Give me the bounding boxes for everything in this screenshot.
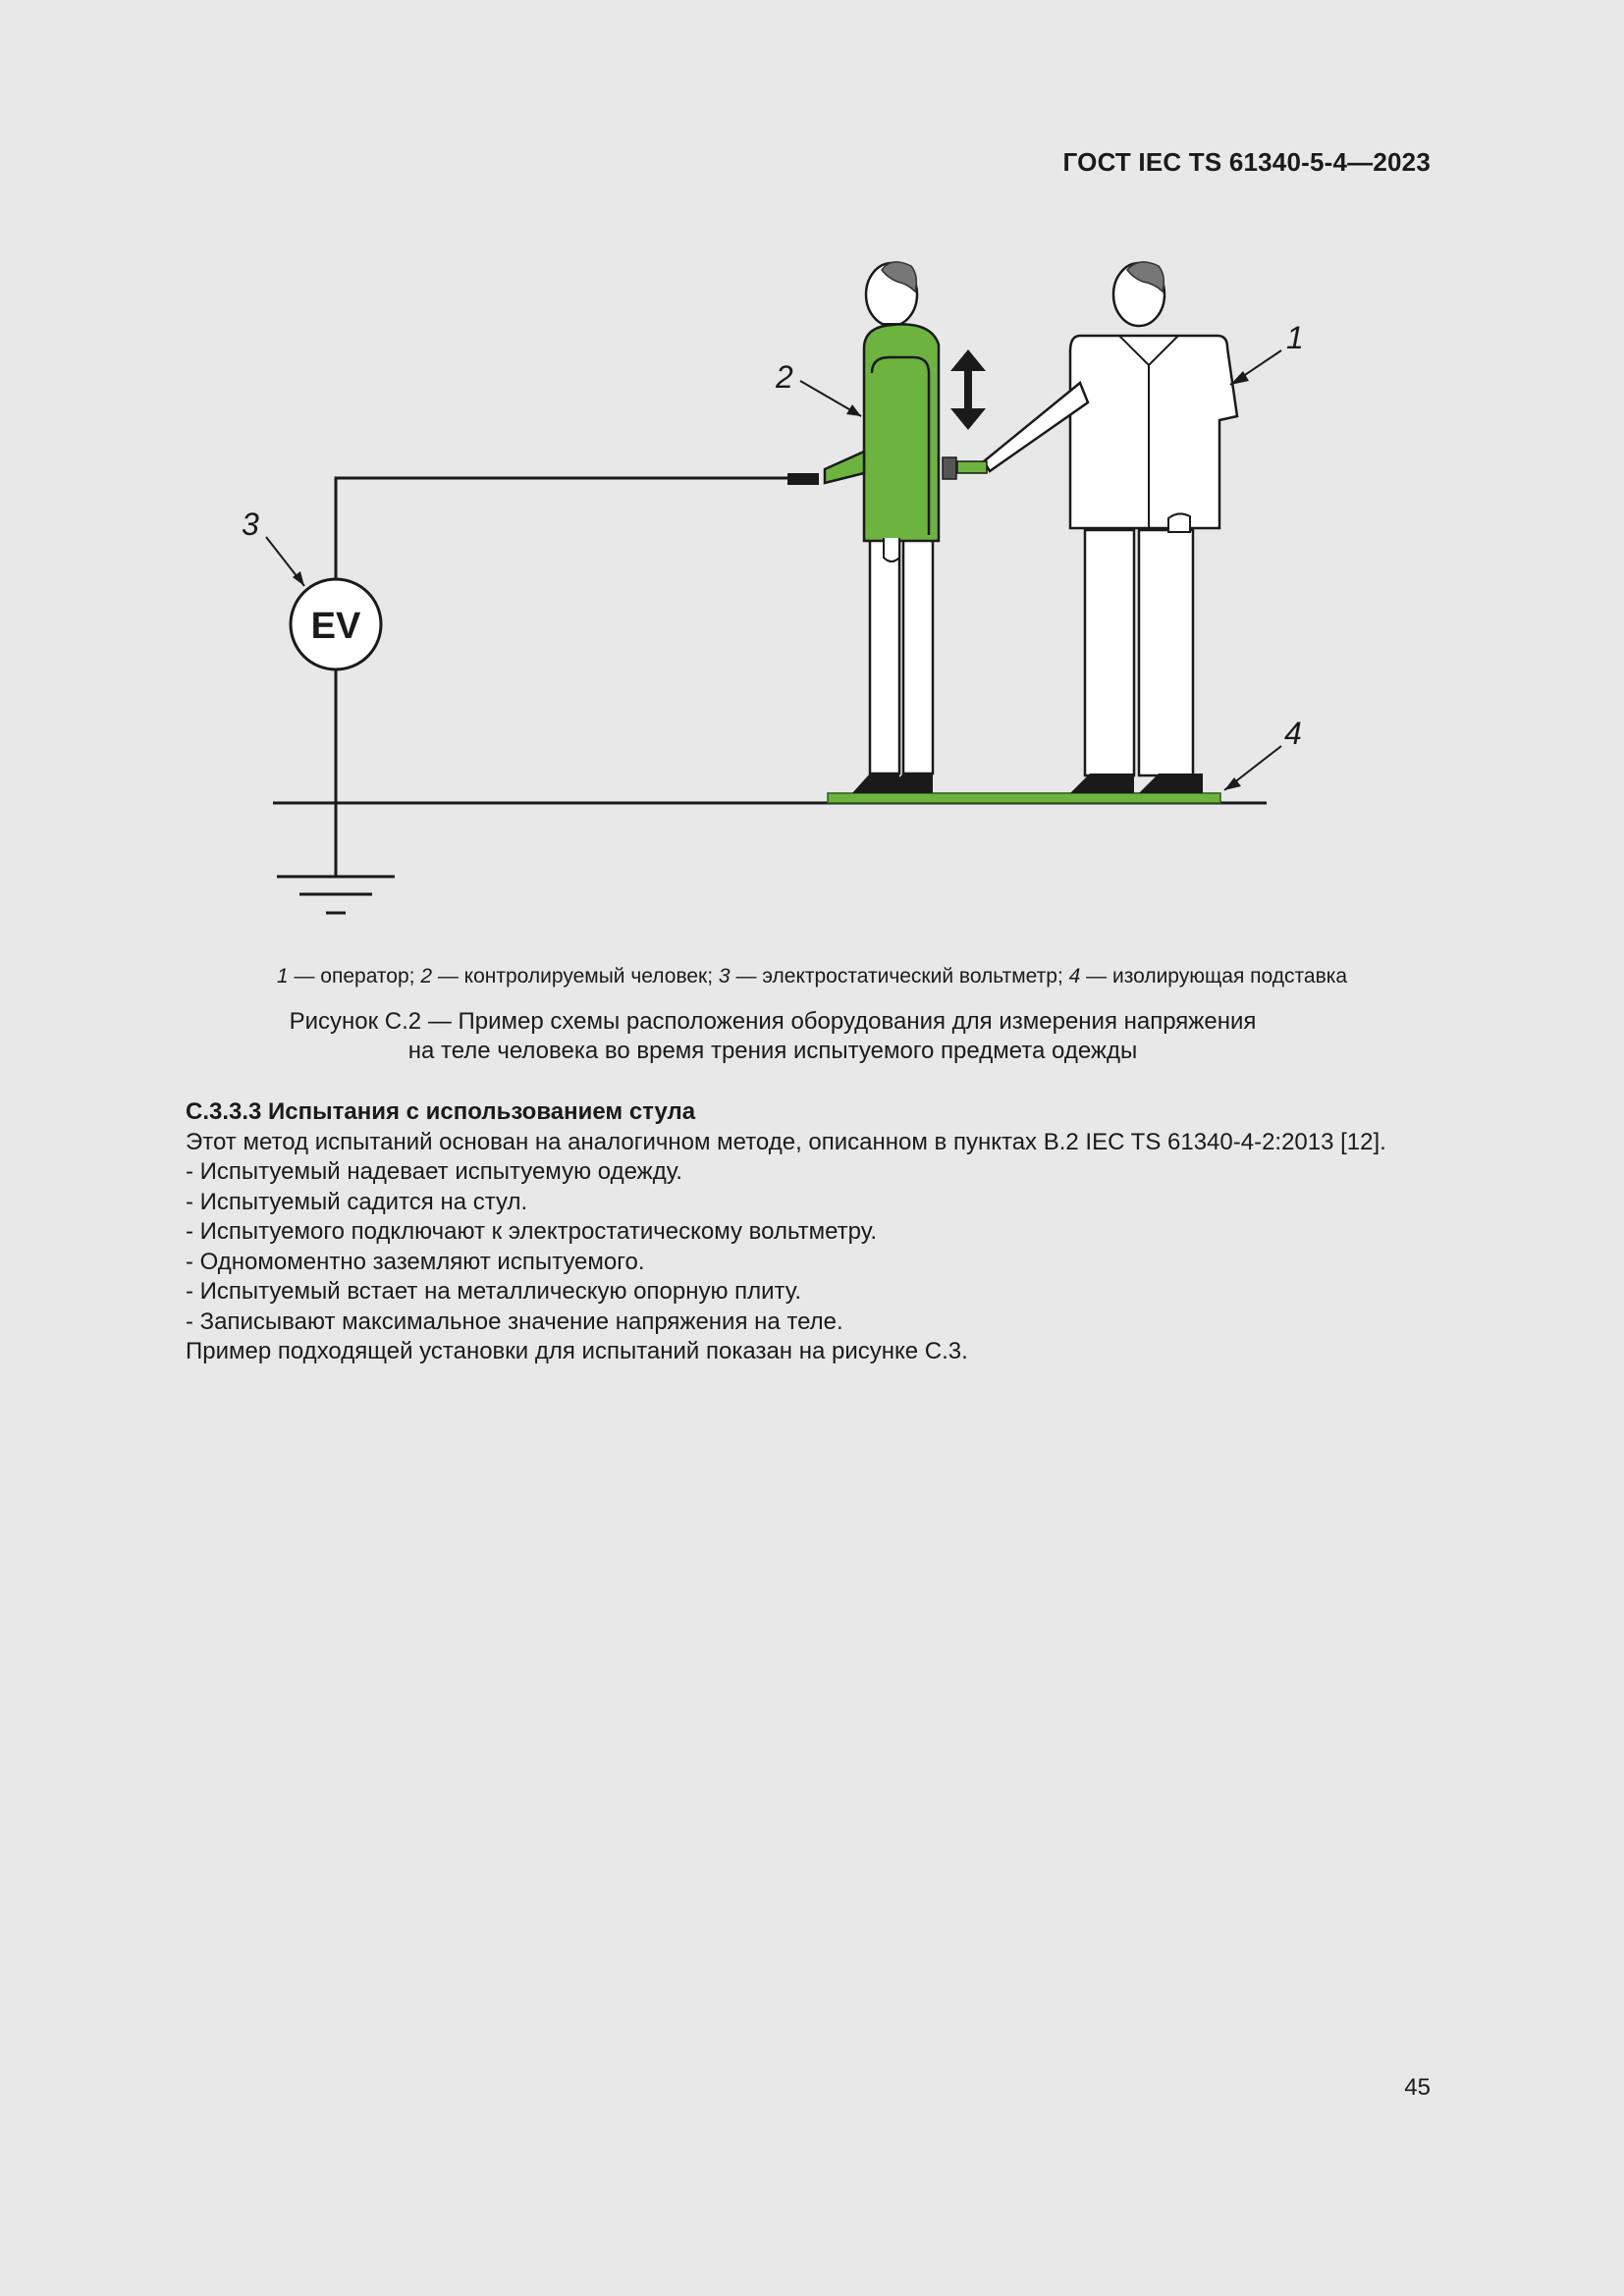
measurement-wire bbox=[336, 478, 793, 579]
legend-num-3: 3 bbox=[718, 965, 731, 988]
legend-text-4: — изолирующая подставка bbox=[1080, 965, 1348, 988]
section-intro: Этот метод испытаний основан на аналогичном методе, описанном в пунктах В.2 IEC TS 61340-4-2:2013 [12]. bbox=[186, 1128, 1386, 1155]
legend-text-2: — контролируемый человек; bbox=[432, 965, 719, 988]
caption-line-2: на теле человека во время трения испытуемого предмета одежды bbox=[407, 1038, 1138, 1064]
caption-line-1: Рисунок С.2 — Пример схемы расположения оборудования для измерения напряжения bbox=[289, 1008, 1257, 1035]
section-outro: Пример подходящей установки для испытаний показан на рисунке С.3. bbox=[186, 1338, 968, 1364]
list-item: - Одномоментно заземляют испытуемого. bbox=[186, 1248, 645, 1275]
page-number: 45 bbox=[1404, 2074, 1431, 2101]
earth-symbol-icon bbox=[277, 877, 395, 913]
label-1: 1 bbox=[1286, 320, 1304, 355]
list-item: - Испытуемый встает на металлическую опорную плиту. bbox=[186, 1278, 802, 1305]
controlled-person bbox=[787, 262, 956, 793]
legend-num-4: 4 bbox=[1068, 965, 1081, 988]
label-3: 3 bbox=[242, 507, 259, 542]
voltmeter-label: EV bbox=[310, 606, 361, 647]
figure-caption bbox=[0, 1007, 1545, 1066]
legend-text-3: — электростатический вольтметр; bbox=[730, 965, 1069, 988]
list-item: - Испытуемого подключают к электростатическому вольтметру. bbox=[186, 1218, 877, 1245]
rubbing-direction-arrow-icon bbox=[950, 349, 986, 430]
section-body bbox=[186, 1097, 1452, 1367]
list-item: - Записывают максимальное значение напряжения на теле. bbox=[186, 1308, 843, 1335]
legend-num-1: 1 bbox=[276, 965, 289, 988]
legend-num-2: 2 bbox=[420, 965, 433, 988]
electrostatic-voltmeter bbox=[291, 579, 381, 669]
legend-text-1: — оператор; bbox=[288, 965, 421, 988]
document-header: ГОСТ IEC TS 61340-5-4—2023 bbox=[1062, 147, 1431, 177]
label-2: 2 bbox=[776, 359, 793, 395]
list-item: - Испытуемый надевает испытуемую одежду. bbox=[186, 1158, 682, 1185]
figure-c2-diagram bbox=[236, 245, 1316, 933]
label-4: 4 bbox=[1284, 716, 1302, 751]
list-item: - Испытуемый садится на стул. bbox=[186, 1188, 528, 1215]
section-title: С.3.3.3 Испытания с использованием стула bbox=[186, 1098, 696, 1125]
operator-person bbox=[957, 262, 1237, 793]
insulating-platform bbox=[828, 793, 1220, 803]
figure-legend bbox=[0, 965, 1624, 988]
